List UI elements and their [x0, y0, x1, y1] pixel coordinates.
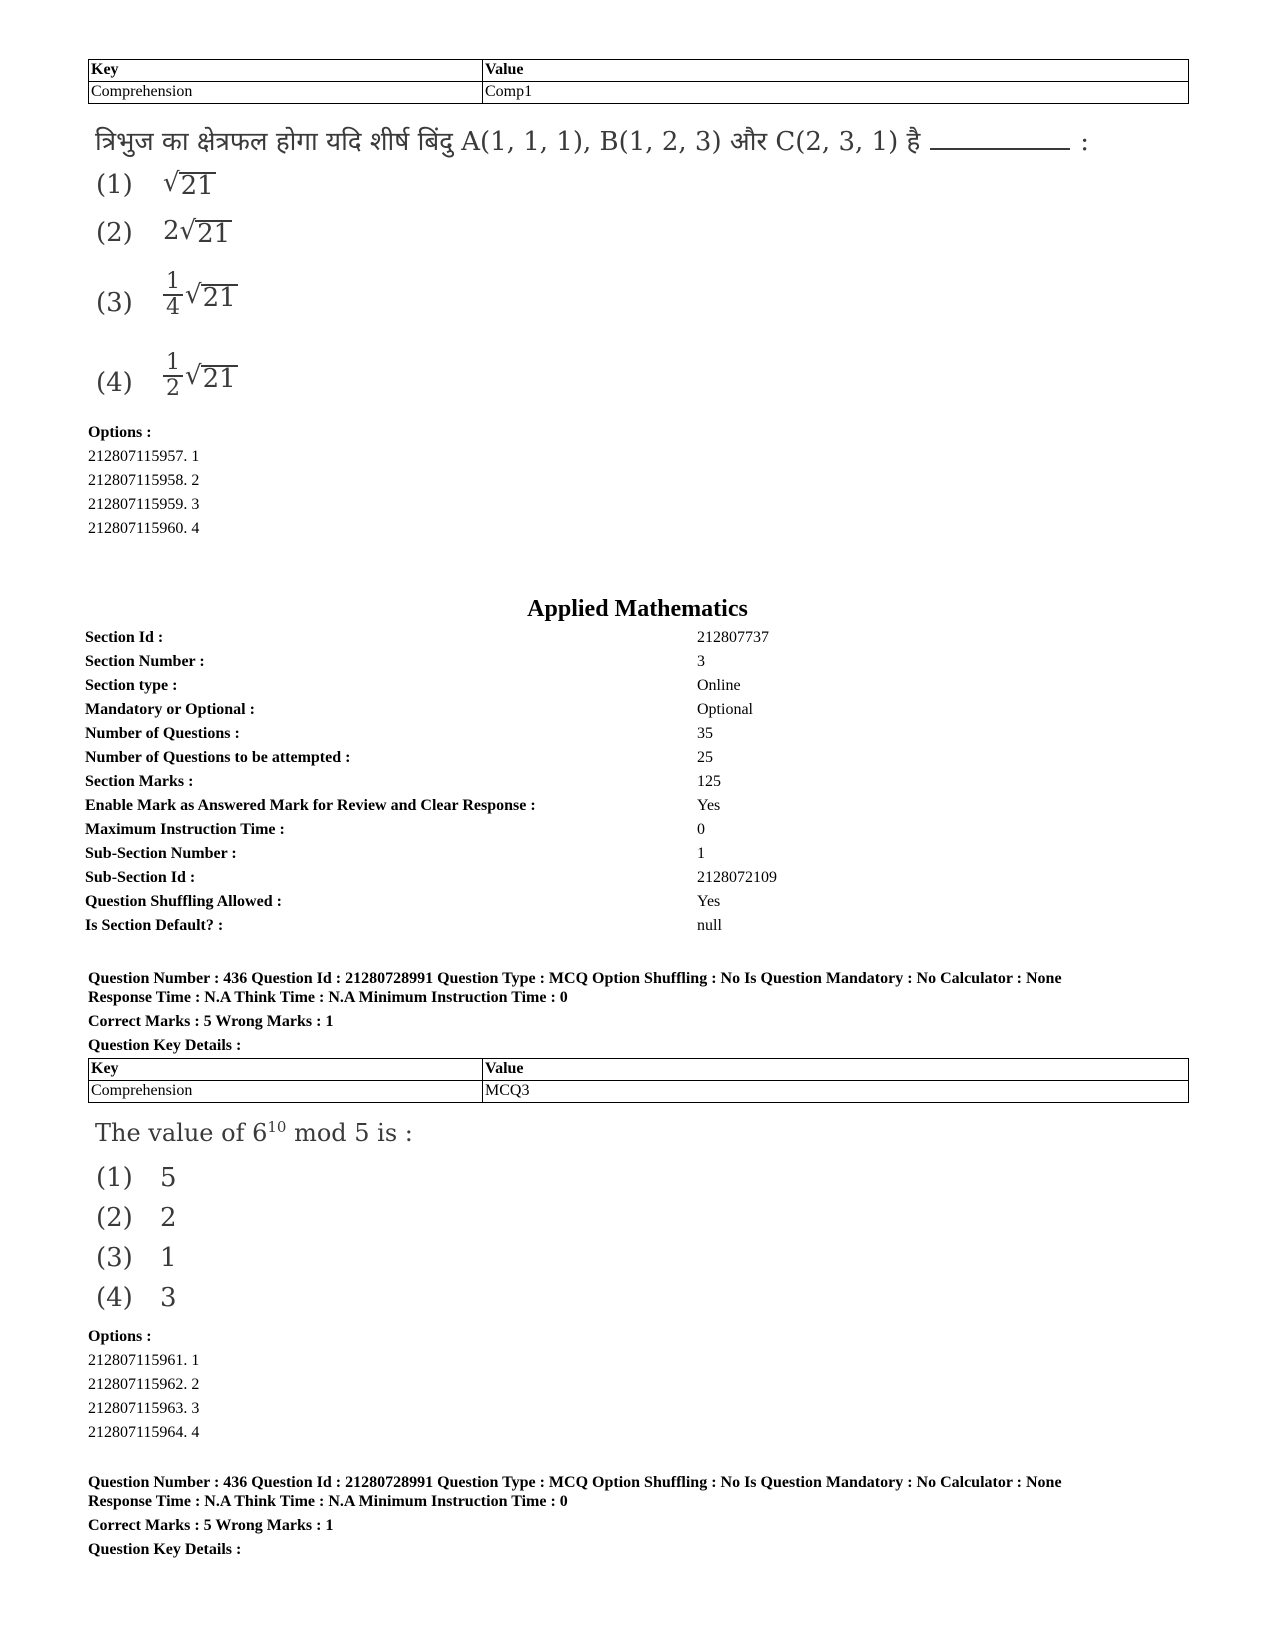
section-key: Number of Questions to be attempted :: [85, 749, 351, 766]
section-value: 1: [697, 845, 705, 862]
value-header: Value: [483, 1059, 1189, 1081]
q1-choice-2-number: (2): [96, 218, 133, 248]
q2-choice-3-number: (3): [96, 1243, 133, 1273]
section-key: Sub-Section Id :: [85, 869, 196, 886]
q1-choice-1-value: √ 21: [163, 168, 214, 201]
key-header: Key: [89, 1059, 483, 1081]
section-key: Sub-Section Number :: [85, 845, 237, 862]
q2-option-1: 212807115961. 1: [88, 1352, 200, 1369]
q1-choice-2-value: 2 √ 21: [163, 216, 231, 249]
q1-option-2: 212807115958. 2: [88, 472, 200, 489]
q2-option-2: 212807115962. 2: [88, 1376, 200, 1393]
section-key: Section type :: [85, 677, 178, 694]
q1-question-text: [95, 122, 1089, 158]
q2-marks: Correct Marks : 5 Wrong Marks : 1: [88, 1013, 334, 1030]
q2-choice-3-value: 1: [160, 1243, 177, 1273]
q1-question-body: त्रिभुज का क्षेत्रफल होगा यदि शीर्ष बिंदु A(1, 1, 1), B(1, 2, 3) और C(2, 3, 1) है: [95, 127, 921, 157]
section-value: Yes: [697, 797, 721, 814]
q2-choice-1-number: (1): [96, 1163, 133, 1193]
q1-option-1: 212807115957. 1: [88, 448, 200, 465]
q3-marks: Correct Marks : 5 Wrong Marks : 1: [88, 1517, 334, 1534]
q2-choice-2-value: 2: [160, 1203, 177, 1233]
section-key: Section Id :: [85, 629, 164, 646]
section-value: Yes: [697, 893, 721, 910]
section-key: Is Section Default? :: [85, 917, 224, 934]
q2-options-label: Options :: [88, 1328, 152, 1345]
q2-choice-2-number: (2): [96, 1203, 133, 1233]
section-value: 212807737: [697, 629, 769, 646]
q1-choice-3-value: $\frac{1}{4}$ √ 21: [163, 270, 238, 320]
section-value: 0: [697, 821, 705, 838]
q2-option-4: 212807115964. 4: [88, 1424, 200, 1441]
value-cell: Comp1: [483, 82, 1189, 104]
q2-key-details-label: Question Key Details :: [88, 1037, 242, 1054]
q1-choice-4-value: $\frac{1}{2}$ √ 21: [163, 351, 238, 401]
key-cell: Comprehension: [89, 1081, 483, 1103]
q1-option-3: 212807115959. 3: [88, 496, 200, 513]
section-key: Maximum Instruction Time :: [85, 821, 285, 838]
answer-blank: [930, 130, 1070, 150]
q1-key-table: [88, 59, 1189, 104]
q3-meta-line-2: Response Time : N.A Think Time : N.A Minimum Instruction Time : 0: [88, 1493, 568, 1510]
key-cell: Comprehension: [89, 82, 483, 104]
section-title: Applied Mathematics: [527, 596, 748, 622]
q2-key-table: [88, 1058, 1189, 1103]
q3-key-details-label: Question Key Details :: [88, 1541, 242, 1558]
q2-question-text: The value of $6^{10}$ mod 5 is :: [95, 1118, 413, 1147]
q1-choice-4-number: (4): [96, 368, 133, 398]
section-value: 3: [697, 653, 705, 670]
q1-options-label: Options :: [88, 424, 152, 441]
section-value: 25: [697, 749, 713, 766]
section-value: Optional: [697, 701, 753, 718]
key-header: Key: [89, 60, 483, 82]
q2-choice-4-value: 3: [160, 1283, 177, 1313]
section-key: Number of Questions :: [85, 725, 240, 742]
value-header: Value: [483, 60, 1189, 82]
section-value: 35: [697, 725, 713, 742]
q2-choice-4-number: (4): [96, 1283, 133, 1313]
q2-choice-1-value: 5: [160, 1163, 177, 1193]
section-value: null: [697, 917, 722, 934]
q1-option-4: 212807115960. 4: [88, 520, 200, 537]
section-key: Section Marks :: [85, 773, 194, 790]
section-key: Question Shuffling Allowed :: [85, 893, 282, 910]
q1-choice-1-number: (1): [96, 170, 133, 200]
q3-meta-line-1: Question Number : 436 Question Id : 21280728991 Question Type : MCQ Option Shuffling : No Is Question Mandatory : No Calculator : None: [88, 1474, 1062, 1491]
q2-meta-line-1: Question Number : 436 Question Id : 21280728991 Question Type : MCQ Option Shuffling : No Is Question Mandatory : No Calculator : None: [88, 970, 1062, 987]
section-key: Mandatory or Optional :: [85, 701, 255, 718]
section-key: Section Number :: [85, 653, 205, 670]
value-cell: MCQ3: [483, 1081, 1189, 1103]
q2-option-3: 212807115963. 3: [88, 1400, 200, 1417]
q2-meta-line-2: Response Time : N.A Think Time : N.A Minimum Instruction Time : 0: [88, 989, 568, 1006]
section-value: 2128072109: [697, 869, 777, 886]
section-value: 125: [697, 773, 721, 790]
q1-question-tail: :: [1080, 127, 1090, 157]
section-key: Enable Mark as Answered Mark for Review and Clear Response :: [85, 797, 536, 814]
q1-choice-3-number: (3): [96, 288, 133, 318]
section-value: Online: [697, 677, 741, 694]
